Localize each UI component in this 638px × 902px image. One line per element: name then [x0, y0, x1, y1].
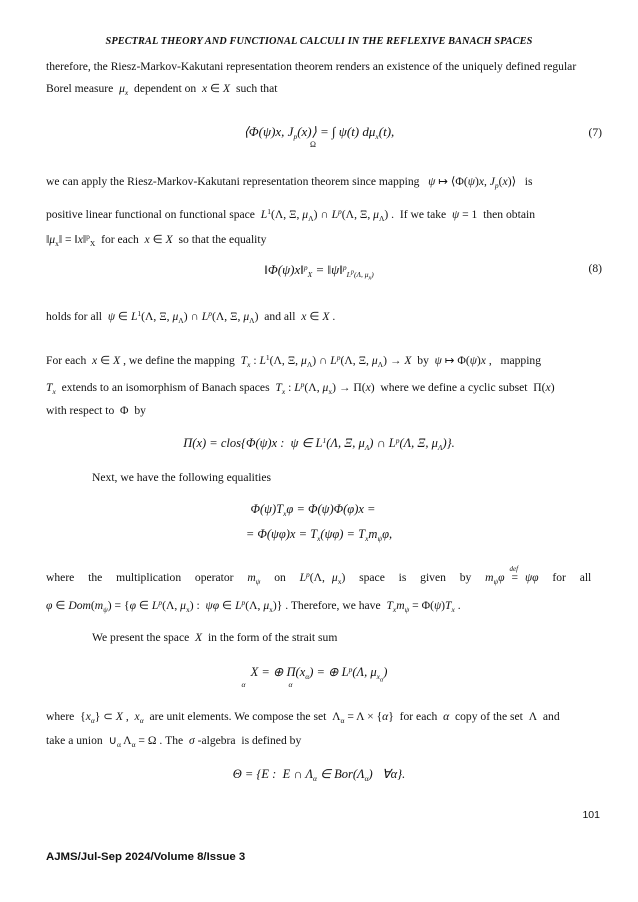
text-line: $T_x$ extends to an isomorphism of Banach spaces $T_x$ : $L^p(\Lambda$, $\mu_x) \to \Pi(x)$ where we define a cyclic subset Π(x)	[46, 380, 555, 396]
integral-domain: Ω	[310, 140, 316, 149]
text-line: we can apply the Riesz-Markov-Kakutani representation theorem since mapping ψ ↦ ⟨Φ(ψ)x, $J_p(x)⟩$ is	[46, 175, 533, 190]
equation-7: ⟨Φ(ψ)x, $J_p(x)⟩$ = ∫ ψ(t) $d\mu_x(t)$,	[243, 124, 395, 141]
paragraph-5: Next, we have the following equalities	[92, 471, 272, 484]
text-line: Borel measure $\mu_x$ dependent on x ∈ X such that	[46, 82, 278, 97]
text-line: take a union $\cup_\alpha$ $\Lambda_\alpha = \Omega$ . The σ -algebra is defined by	[46, 734, 302, 749]
page-number: 101	[582, 809, 600, 821]
text-line: where $\{x_\alpha\}$ ⊂ X , $x_\alpha$ are unit elements. We compose the set $\Lambda_\alpha = \Lambda \times \{\alpha\}$ for each α copy of the set Λ and	[46, 710, 560, 725]
equation-line-a: $\Phi(\psi)T_x\varphi = \Phi(\psi)\Phi(\varphi)x$ =	[250, 502, 376, 518]
journal-footer: AJMS/Jul-Sep 2024/Volume 8/Issue 3	[46, 851, 246, 863]
sum-index: α α	[241, 680, 293, 689]
equation-sigma-algebra: Θ = {E : E ∩ $\Lambda_\alpha$ ∈ $Bor(\Lambda_\alpha)$ ∀α}.	[232, 767, 406, 783]
equation-strait-sum: X = ⊕ $\Pi(x_\alpha)$ = ⊕ $L^p(\Lambda$, $\mu_{x_\alpha}$)	[250, 665, 388, 684]
equation-number-7: (7)	[588, 126, 602, 139]
equation-line-b: = $\Phi(\psi\varphi)x = T_x(\psi\varphi) = T_xm_\psi\varphi$,	[245, 527, 393, 543]
text-line: therefore, the Riesz-Markov-Kakutani representation theorem renders an existence of the uniquely defined regular	[46, 60, 577, 73]
equation-number-8: (8)	[588, 262, 602, 275]
equation-cyclic-subset: Π(x) = clos{Φ(ψ)x : ψ ∈ $L^1(\Lambda$, Ξ, $\mu_\Lambda$) ∩ $L^p(\Lambda$, Ξ, $\mu_\Lambda$)}.	[183, 436, 455, 452]
text-line: positive linear functional on functional space $L^1(\Lambda$, Ξ, $\mu_\Lambda$) ∩ $L^p(\Lambda$, Ξ, $\mu_\Lambda$) . If we take ψ = 1 then obtain	[46, 207, 535, 223]
running-header: SPECTRAL THEORY AND FUNCTIONAL CALCULI IN THE REFLEXIVE BANACH SPACES	[105, 36, 533, 47]
text-line: For each x ∈ X , we define the mapping $T_x$ : $L^1(\Lambda$, Ξ, $\mu_\Lambda$) ∩ $L^p(\Lambda$, Ξ, $\mu_\Lambda) \to X$ by ψ ↦ Φ(ψ)x , mapping	[46, 353, 542, 369]
text-line: with respect to Φ by	[46, 404, 146, 417]
text-line: where the multiplication operator $m_\psi$ on $L^p(\Lambda$, $\mu_x$) space is given by $m_\psi\varphi$ = def ψφ for all	[46, 565, 592, 586]
text-line: φ ∈ $Dom(m_\psi) = \{\varphi$ ∈ $L^p(\Lambda$, $\mu_x$) : ψφ ∈ $L^p(\Lambda$, $\mu_x$)} . Therefore, we have $T_xm_\psi = \Phi(\psi)T_x$ .	[46, 598, 461, 614]
paragraph-1	[46, 60, 602, 74]
text-line: holds for all ψ ∈ $L^1(\Lambda$, Ξ, $\mu_\Lambda$) ∩ $L^p(\Lambda$, Ξ, $\mu_\Lambda$) and all x ∈ X .	[46, 309, 336, 325]
equation-8: ‖Φ(ψ)x‖$^p_X$ = ‖ψ‖$^p_{L^p(\Lambda, \mu_x)}$	[264, 262, 374, 282]
text-line: $‖\mu_x‖$ = ‖x‖$^p_X$ for each x ∈ X so that the equality	[46, 232, 267, 248]
text-line: We present the space X in the form of the strait sum	[92, 631, 338, 644]
